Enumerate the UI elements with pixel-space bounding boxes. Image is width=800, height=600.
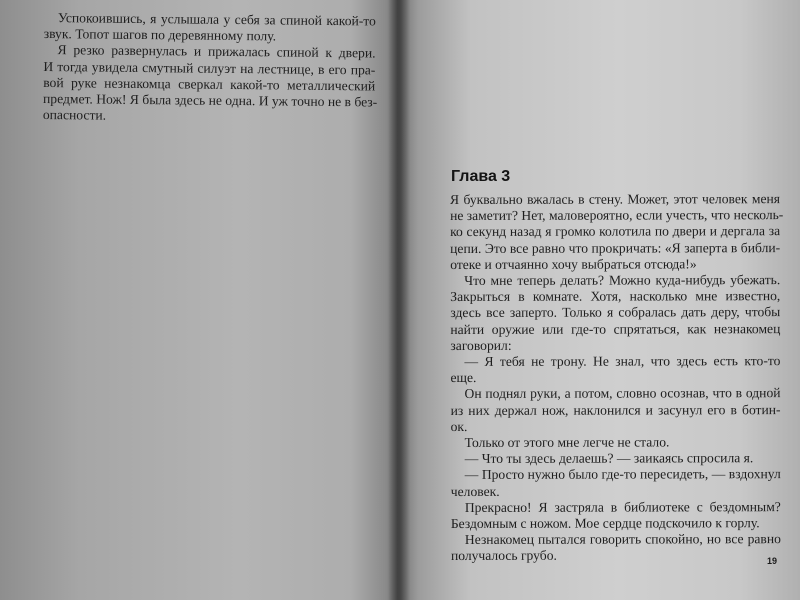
text-line: предмет. Нож! Я была здесь не одна. И уж точно не в без- <box>42 91 378 110</box>
text-line: — Я тебя не трону. Не знал, что здесь есть кто-то <box>464 353 781 369</box>
left-page-text <box>43 10 376 127</box>
text-line: Бездомным с ножом. Мое сердце подскочило к горлу. <box>450 515 760 532</box>
text-line: Успокоившись, я услышала у себя за спиной какой-то <box>57 10 376 29</box>
text-line: Я резко развернулась и прижалась спиной к двери. <box>57 42 376 61</box>
text-line: И тогда увидела смутный силуэт на лестнице, в его пра- <box>43 58 376 78</box>
text-line: получалось грубо. <box>450 548 557 564</box>
page-number: 19 <box>767 556 778 566</box>
text-line: Прекрасно! Я застряла в библиотеке с бездомным? <box>464 498 781 515</box>
text-line: Только от этого мне легче не стало. <box>464 434 670 451</box>
text-line: вой руке незнакомца сверкал какой-то металлический <box>43 74 376 94</box>
text-line: Он поднял руки, а потом, словно осознав, что в одной <box>464 385 781 402</box>
text-line: — Что ты здесь делаешь? — заикаясь спросила я. <box>464 450 754 467</box>
text-line: заговорил: <box>450 337 512 353</box>
text-line: здесь все заперто. Только я собралась дать деру, чтобы <box>450 304 781 321</box>
text-line: — Просто нужно было где-то пересидеть, — вздохнул <box>464 466 781 483</box>
text-line: не заметит? Нет, маловероятно, если учесть, что несколь- <box>450 207 784 224</box>
right-page-text <box>450 191 784 565</box>
text-line: отеке и отчаянно хочу выбраться отсюда!» <box>450 256 697 272</box>
left-page <box>0 0 398 600</box>
text-line: Незнакомец пытался говорить спокойно, но все равно <box>464 531 781 548</box>
text-line: еще. <box>450 370 477 386</box>
text-line: из них держал нож, наклонился и засунул его в ботин- <box>450 401 781 418</box>
text-line: человек. <box>450 483 500 499</box>
text-line: Закрыться в комнате. Хотя, насколько мне известно, <box>450 288 781 305</box>
text-line: ок. <box>450 418 468 434</box>
text-line: Что мне теперь делать? Можно куда-нибудь убежать. <box>464 272 781 288</box>
text-line: звук. Топот шагов по деревянному полу. <box>43 26 277 44</box>
text-line: ко секунд назад я громко колотила по двери и дергала за <box>450 223 781 240</box>
text-line: Я буквально вжалась в стену. Может, этот человек меня <box>450 191 781 207</box>
book-gutter <box>388 0 410 600</box>
chapter-title: Глава 3 <box>451 168 511 185</box>
text-line: цепи. Это все равно что прокричать: «Я заперта в библи- <box>450 239 781 256</box>
text-line: найти оружие или где-то спрятаться, как незнакомец <box>450 320 781 337</box>
text-line: опасности. <box>42 107 107 123</box>
